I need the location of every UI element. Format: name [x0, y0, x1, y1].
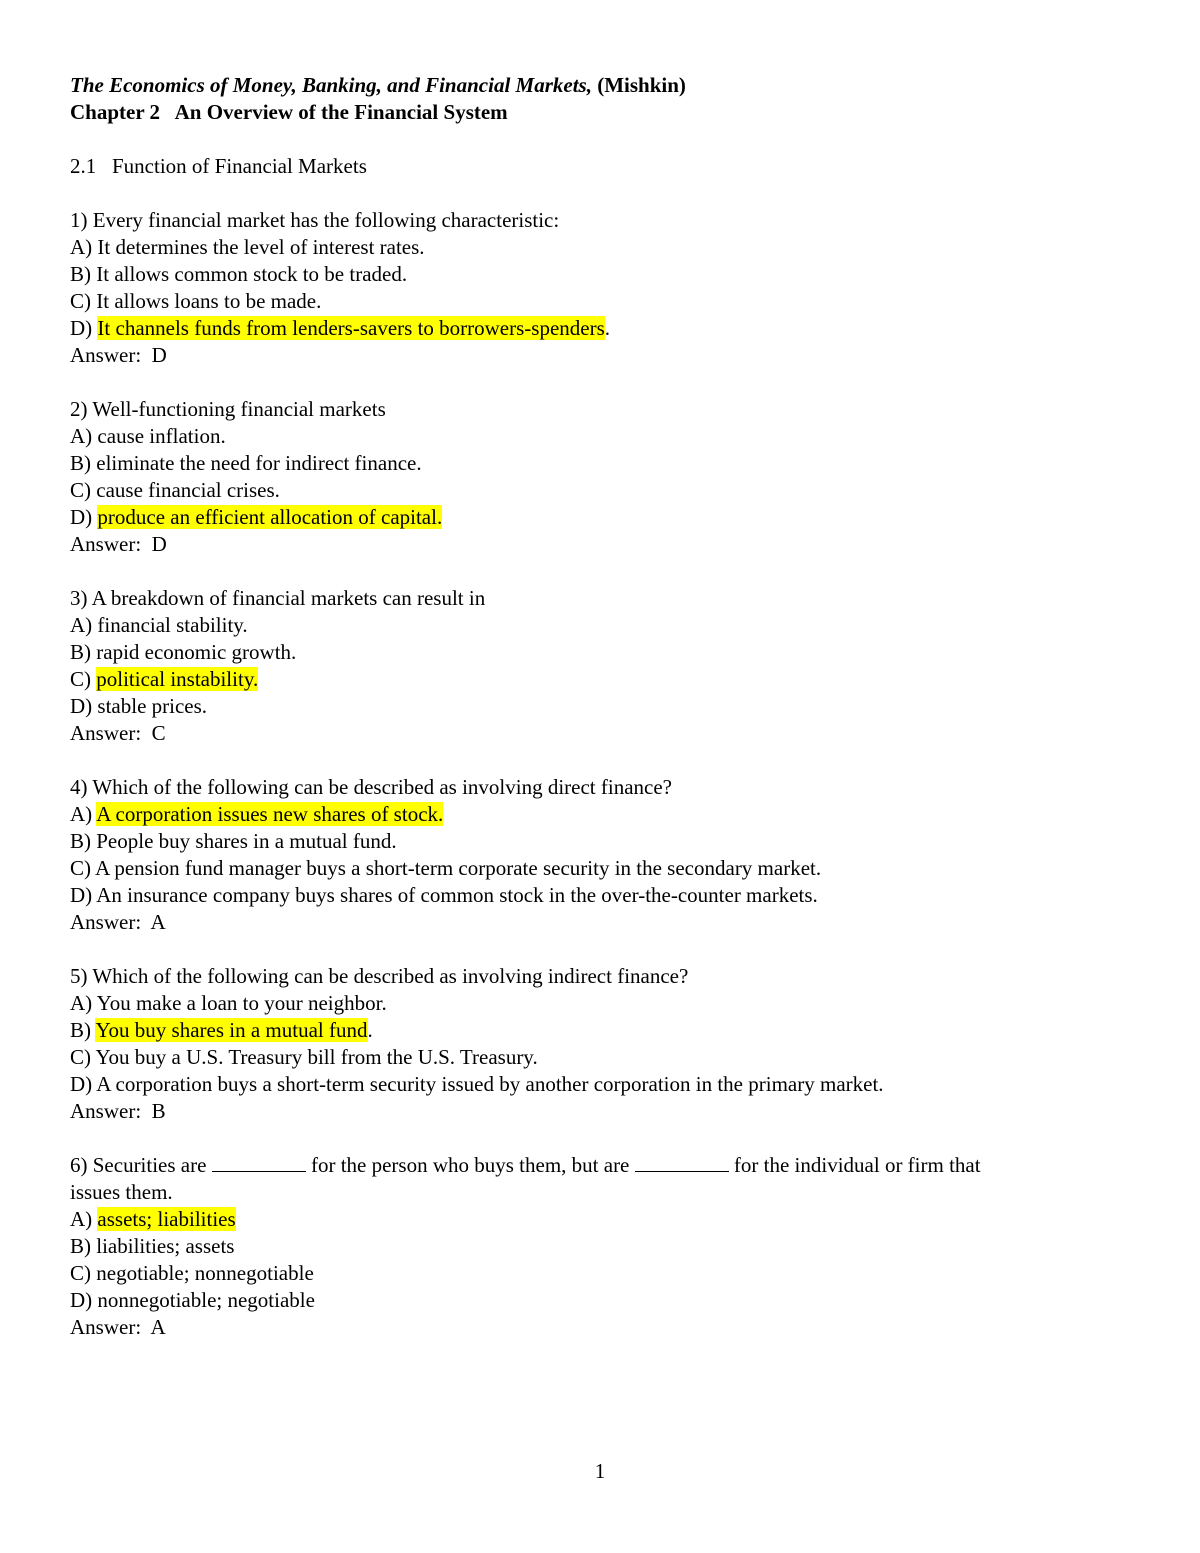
- section-heading: 2.1 Function of Financial Markets: [70, 154, 367, 178]
- option-d: D) A corporation buys a short-term security issued by another corporation in the primary market.: [70, 1072, 884, 1096]
- answer-line: Answer: D: [70, 343, 167, 367]
- answer-line: Answer: D: [70, 532, 167, 556]
- option-b: B) People buy shares in a mutual fund.: [70, 829, 397, 853]
- fill-in-blank: [635, 1153, 729, 1172]
- option-d: D) stable prices.: [70, 694, 208, 718]
- option-c: C) You buy a U.S. Treasury bill from the U.S. Treasury.: [70, 1045, 538, 1069]
- answer-line: Answer: A: [70, 1315, 166, 1339]
- option-a-correct: A) A corporation issues new shares of stock.: [70, 802, 444, 826]
- question-stem: 4) Which of the following can be described as involving direct finance?: [70, 775, 672, 799]
- option-c: C) A pension fund manager buys a short-term corporate security in the secondary market.: [70, 856, 822, 880]
- option-b: B) It allows common stock to be traded.: [70, 262, 408, 286]
- question-6: [70, 1152, 1130, 1341]
- option-a: A) financial stability.: [70, 613, 248, 637]
- highlighted-answer: assets; liabilities: [97, 1207, 236, 1231]
- answer-line: Answer: A: [70, 910, 166, 934]
- document-page: [70, 72, 1130, 1341]
- book-title-line: [70, 72, 1130, 99]
- highlighted-answer: It channels funds from lenders-savers to borrowers-spenders: [97, 316, 605, 340]
- option-d-correct: D) produce an efficient allocation of capital.: [70, 505, 443, 529]
- option-a: A) It determines the level of interest rates.: [70, 235, 425, 259]
- question-5: [70, 963, 1130, 1125]
- option-d: D) An insurance company buys shares of common stock in the over-the-counter markets.: [70, 883, 818, 907]
- page-number: 1: [594, 1459, 606, 1483]
- option-a: A) You make a loan to your neighbor.: [70, 991, 387, 1015]
- option-d-correct: D) It channels funds from lenders-savers to borrowers-spenders.: [70, 316, 611, 340]
- option-c: C) negotiable; nonnegotiable: [70, 1261, 314, 1285]
- option-b-correct: B) You buy shares in a mutual fund.: [70, 1018, 373, 1042]
- fill-in-blank: [212, 1153, 306, 1172]
- option-a-correct: A) assets; liabilities: [70, 1207, 236, 1231]
- question-4: [70, 774, 1130, 936]
- question-2: [70, 396, 1130, 558]
- question-stem: 1) Every financial market has the following characteristic:: [70, 208, 560, 232]
- question-stem: 5) Which of the following can be described as involving indirect finance?: [70, 964, 689, 988]
- question-stem: 3) A breakdown of financial markets can result in: [70, 586, 486, 610]
- question-stem: 2) Well-functioning financial markets: [70, 397, 386, 421]
- chapter-title: Chapter 2 An Overview of the Financial System: [70, 100, 508, 124]
- book-title: The Economics of Money, Banking, and Financial Markets,: [70, 73, 592, 97]
- option-a: A) cause inflation.: [70, 424, 226, 448]
- question-1: [70, 207, 1130, 369]
- question-3: [70, 585, 1130, 747]
- highlighted-answer: You buy shares in a mutual fund: [95, 1018, 368, 1042]
- answer-line: Answer: B: [70, 1099, 166, 1123]
- highlighted-answer: political instability.: [96, 667, 259, 691]
- option-c: C) cause financial crises.: [70, 478, 280, 502]
- author: (Mishkin): [597, 73, 686, 97]
- option-b: B) rapid economic growth.: [70, 640, 297, 664]
- highlighted-answer: A corporation issues new shares of stock.: [96, 802, 444, 826]
- question-stem-continued: issues them.: [70, 1180, 173, 1204]
- option-c: C) It allows loans to be made.: [70, 289, 322, 313]
- answer-line: Answer: C: [70, 721, 166, 745]
- option-b: B) eliminate the need for indirect finance.: [70, 451, 422, 475]
- highlighted-answer: produce an efficient allocation of capital.: [97, 505, 443, 529]
- option-c-correct: C) political instability.: [70, 667, 259, 691]
- option-b: B) liabilities; assets: [70, 1234, 235, 1258]
- option-d: D) nonnegotiable; negotiable: [70, 1288, 315, 1312]
- question-stem: 6) Securities are for the person who buys them, but are for the individual or firm that: [70, 1153, 981, 1177]
